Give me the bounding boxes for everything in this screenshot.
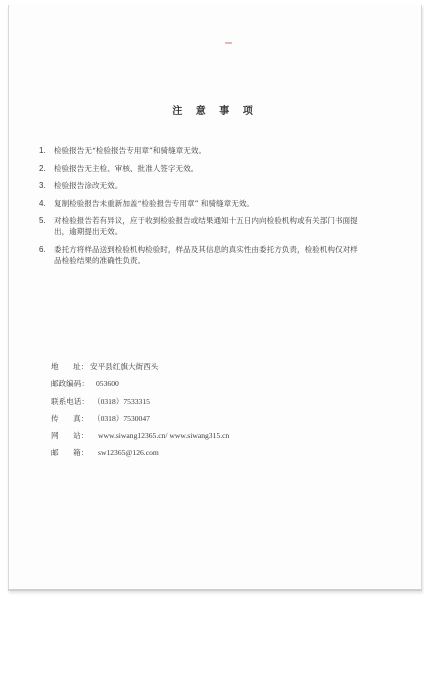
note-number: 2.	[39, 163, 46, 173]
note-number: 1.	[39, 146, 46, 155]
note-text: 对检验报告若有异议，应于收到检验报告或结果通知十五日内向检验机构或有关部门书面提	[54, 216, 358, 225]
note-item	[39, 215, 379, 237]
contact-label: 邮政编码：	[51, 379, 89, 389]
note-text: 复制检验报告未重新加盖“检验报告专用章” 和骑缝章无效。	[54, 198, 255, 208]
note-number: 4.	[39, 198, 46, 208]
note-item	[39, 180, 379, 191]
document-page	[8, 5, 422, 591]
note-number: 5.	[39, 216, 46, 225]
note-item	[39, 163, 379, 174]
note-text: 委托方将样品送到检验机构检验时，样品及其信息的真实性由委托方负责，检验机构仅对样	[54, 244, 358, 254]
note-number: 6.	[39, 244, 46, 254]
notes-list	[39, 145, 379, 272]
contact-row-fax	[51, 414, 381, 431]
contact-label: 地 址：	[51, 362, 89, 371]
page-title: 注 意 事 项	[172, 106, 258, 117]
contact-row-address	[51, 362, 381, 379]
postcode-value: 053600	[96, 379, 119, 389]
note-item	[39, 244, 379, 266]
note-text: 检验报告无主检、审核、批准人签字无效。	[54, 163, 199, 173]
contact-row-postcode	[51, 379, 381, 396]
fax-value: （0318）7530047	[93, 413, 150, 423]
note-text: 检验报告涂改无效。	[54, 181, 123, 190]
contact-label: 邮 箱：	[51, 448, 89, 458]
contact-label: 传 真：	[51, 413, 89, 423]
contact-block	[51, 362, 381, 466]
phone-value: （0318）7533315	[93, 396, 150, 406]
note-number: 3.	[39, 181, 46, 190]
contact-row-email	[51, 448, 381, 465]
note-text: 检验报告无“检验报告专用章”和骑缝章无效。	[54, 146, 207, 155]
note-text-continued: 出，逾期提出无效。	[54, 227, 123, 236]
contact-label: 联系电话：	[51, 396, 89, 406]
note-item	[39, 145, 379, 156]
website-value: www.siwang12365.cn/ www.siwang315.cn	[98, 431, 230, 441]
email-value: sw12365@126.com	[98, 448, 159, 458]
note-text-continued: 品检验结果的准确性负责。	[54, 255, 146, 265]
contact-label: 网 站：	[51, 431, 89, 441]
note-item	[39, 198, 379, 209]
contact-row-website	[51, 431, 381, 448]
scan-mark	[225, 42, 232, 44]
address-value: 安平县红旗大街西头	[90, 362, 159, 371]
contact-row-phone	[51, 397, 381, 414]
